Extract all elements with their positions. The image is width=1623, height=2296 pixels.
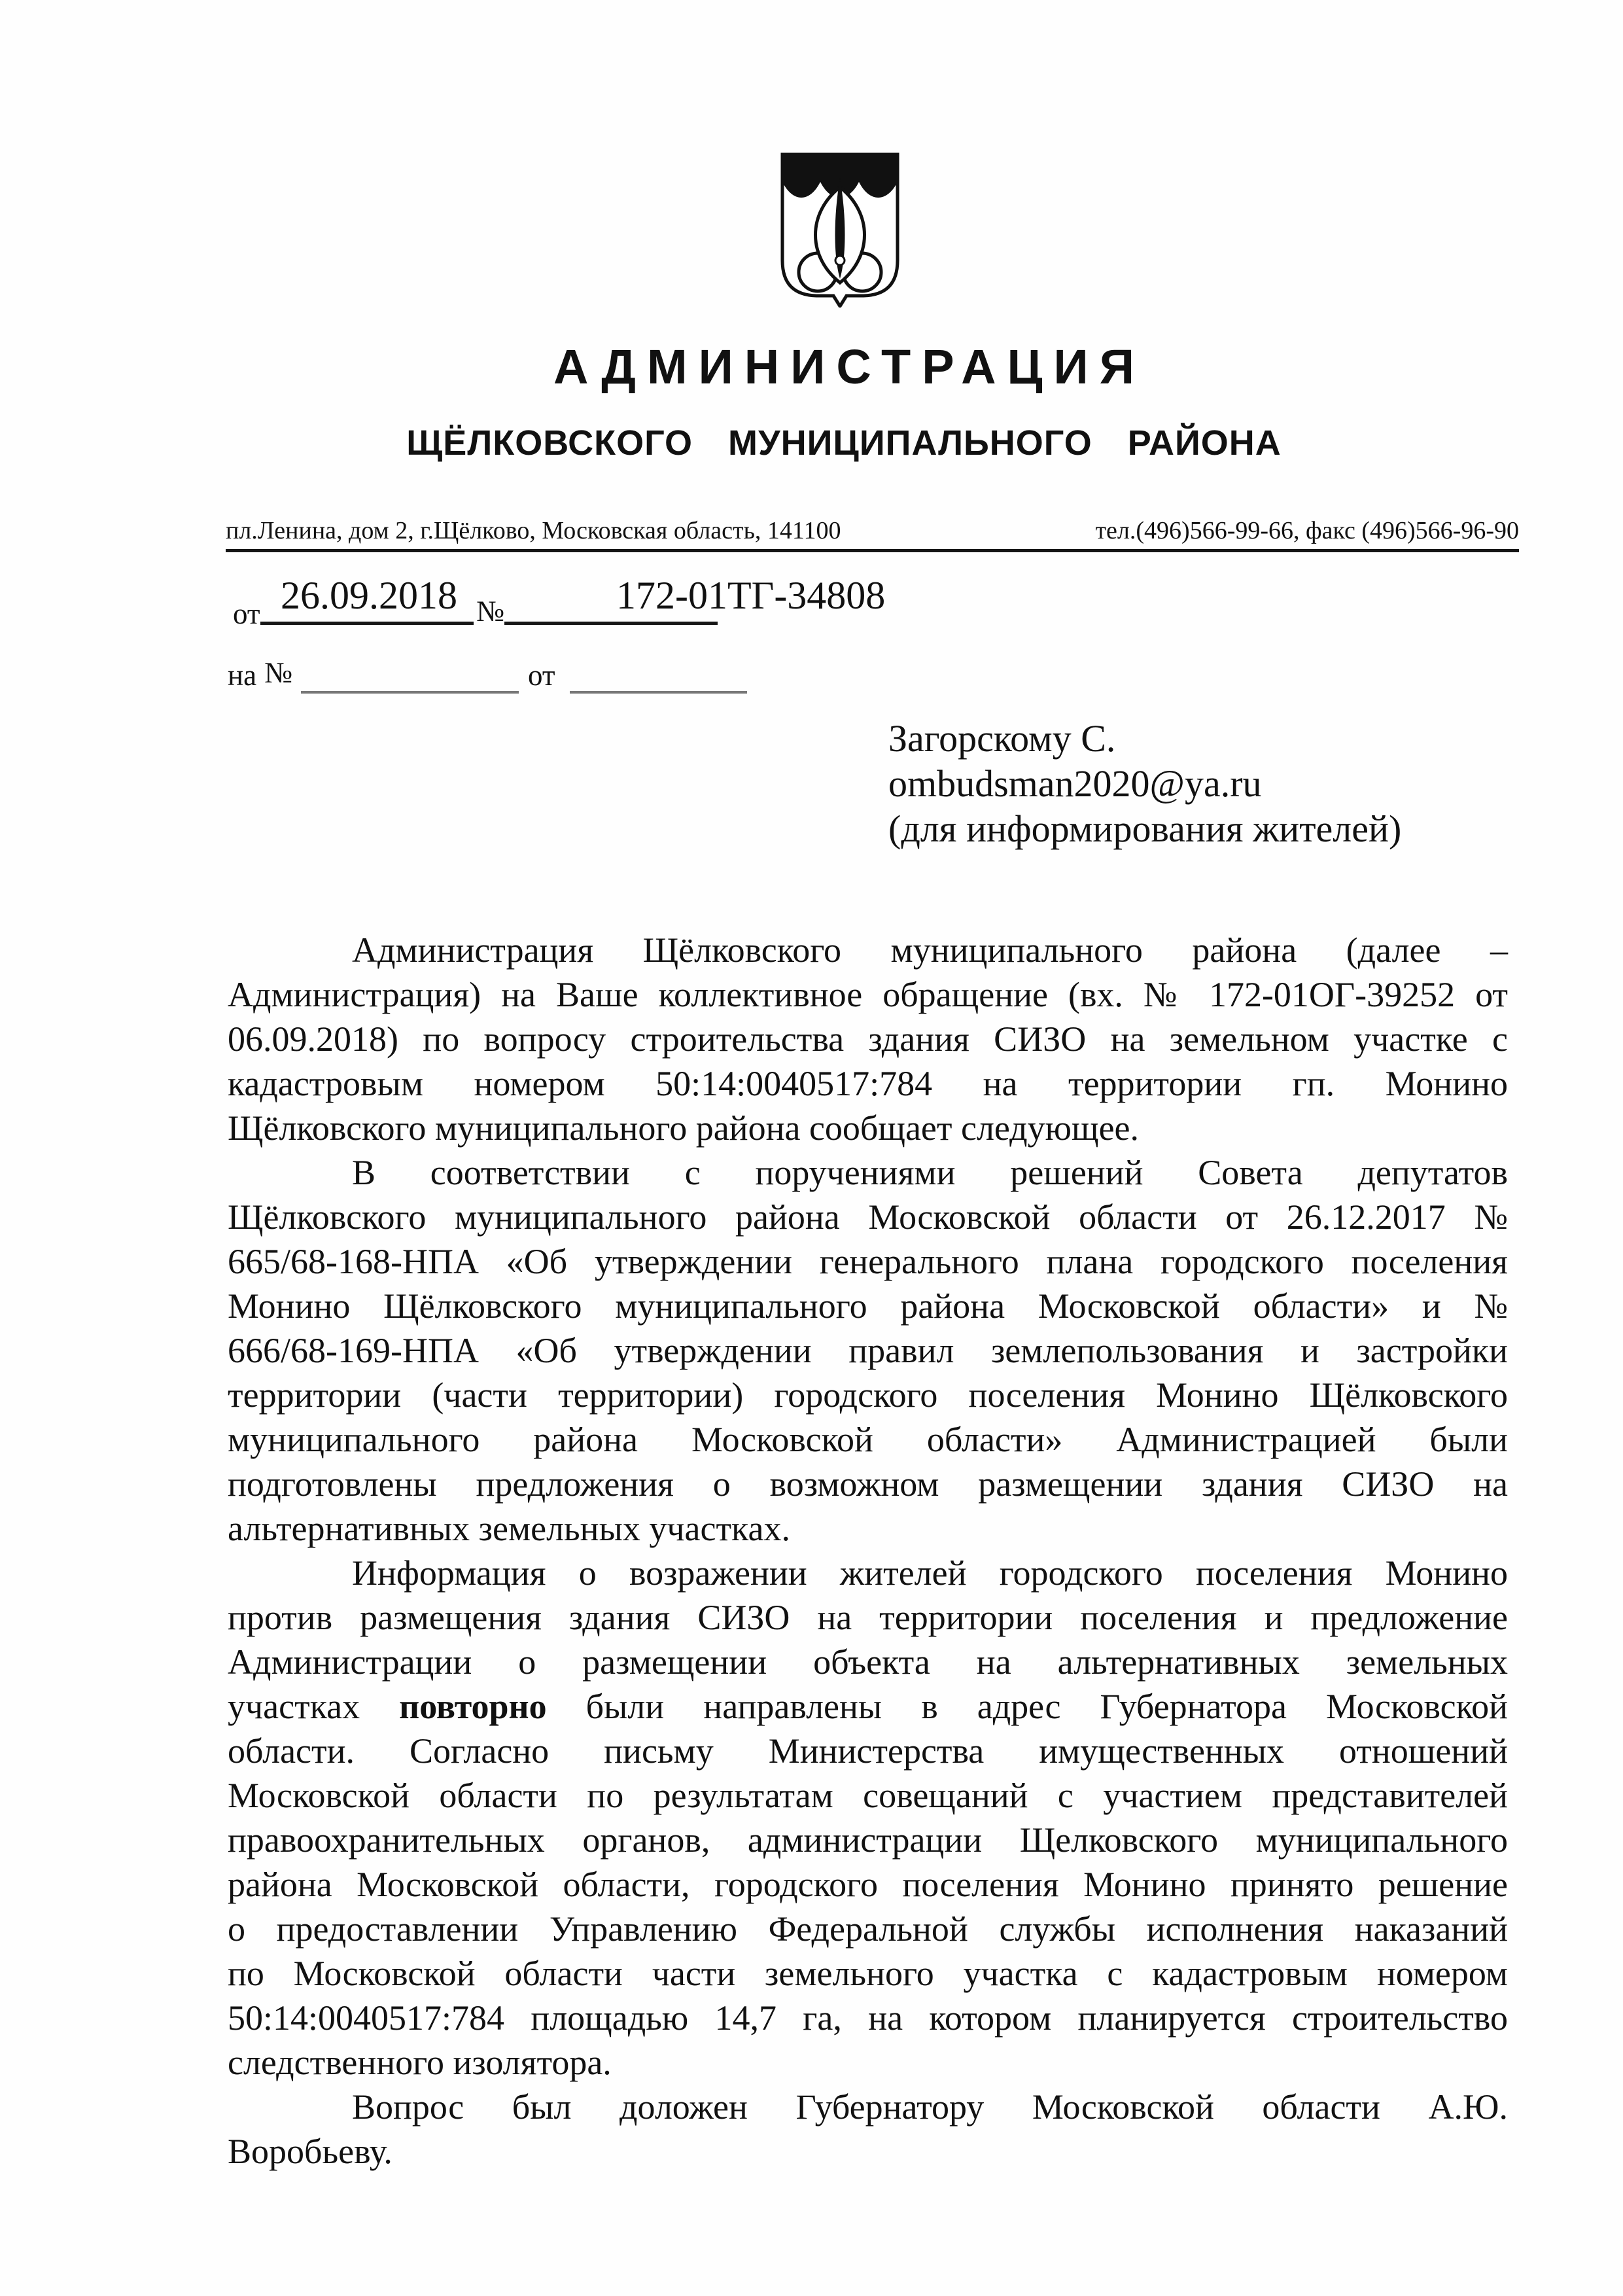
body-line: Монино Щёлковского муниципального района Московской области» и № (228, 1286, 1508, 1326)
body-line: Информация о возражении жителей городского поселения Монино (352, 1553, 1508, 1593)
body-line: альтернативных земельных участках. (228, 1509, 790, 1548)
body-line: о предоставлении Управлению Федеральной службы исполнения наказаний (228, 1909, 1508, 1949)
body-line (228, 1684, 1508, 1729)
recipient-line: Загорскому С. (888, 717, 1116, 760)
body-line: территории (части территории) городского поселения Монино Щёлковского (228, 1375, 1508, 1415)
emphasized-text: повторно (399, 1687, 547, 1726)
body-line: следственного изолятора. (228, 2043, 612, 2082)
body-line: правоохранительных органов, администрации Щелковского муниципального (228, 1820, 1508, 1860)
body-line: Администрация) на Ваше коллективное обращение (вх. № 172-01ОГ-39252 от (228, 975, 1508, 1014)
body-text-segment: участках (228, 1687, 400, 1726)
body-line: В соответствии с поручениями решений Совета депутатов (352, 1153, 1508, 1192)
body-line: области. Согласно письму Министерства имущественных отношений (228, 1731, 1508, 1771)
body-text-segment: были направлены в адрес Губернатора Московской (546, 1687, 1509, 1726)
body-line: по Московской области части земельного участка с кадастровым номером (228, 1954, 1508, 1993)
org-subname: ЩЁЛКОВСКОГО МУНИЦИПАЛЬНОГО РАЙОНА (406, 423, 1282, 463)
reply-date-underline (570, 691, 747, 694)
org-name: АДМИНИСТРАЦИЯ (553, 340, 1145, 394)
recipient-line: ombudsman2020@ya.ru (888, 762, 1262, 805)
body-line: Щёлковского муниципального района сообщает следующее. (228, 1108, 1140, 1148)
letterhead-contact-row (226, 516, 1519, 552)
body-line: Щёлковского муниципального района Московской области от 26.12.2017 № (228, 1197, 1508, 1237)
body-line: Воробьеву. (228, 2132, 393, 2171)
ref-number-value: 172-01ТГ-34808 (616, 574, 886, 617)
ref-number-label: № (476, 595, 504, 627)
body-line: кадастровым номером 50:14:0040517:784 на территории гп. Монино (228, 1064, 1508, 1103)
body-line: муниципального района Московской области» Администрацией были (228, 1420, 1508, 1459)
reply-from-label: от (528, 659, 555, 692)
coat-of-arms-icon (777, 152, 903, 309)
ref-number-underline (504, 622, 718, 625)
recipient-line: (для информирования жителей) (888, 807, 1402, 850)
body-line: 50:14:0040517:784 площадью 14,7 га, на котором планируется строительство (228, 1998, 1508, 2038)
body-line: района Московской области, городского поселения Монино принято решение (228, 1865, 1508, 1904)
reply-number-label: № (264, 656, 292, 689)
recipient-block (888, 716, 1401, 851)
ref-from-label: от (233, 597, 260, 630)
body-line: 666/68-169-НПА «Об утверждении правил землепользования и застройки (228, 1331, 1508, 1370)
letter-body (228, 928, 1508, 2174)
body-line: 06.09.2018) по вопросу строительства здания СИЗО на земельном участке с (228, 1019, 1508, 1059)
reply-number-underline (301, 691, 519, 694)
ref-date-underline (260, 622, 474, 625)
body-line: подготовлены предложения о возможном размещении здания СИЗО на (228, 1464, 1508, 1504)
org-address: пл.Ленина, дом 2, г.Щёлково, Московская область, 141100 (226, 517, 841, 544)
org-phone-fax: тел.(496)566-99-66, факс (496)566-96-90 (1095, 517, 1519, 544)
body-line: против размещения здания СИЗО на территории поселения и предложение (228, 1598, 1508, 1637)
body-line: Администрация Щёлковского муниципального района (далее – (352, 930, 1508, 970)
reply-na-label: на (228, 659, 257, 692)
body-line: Вопрос был доложен Губернатору Московской области А.Ю. (352, 2087, 1508, 2127)
ref-date-value: 26.09.2018 (281, 574, 457, 617)
body-line: 665/68-168-НПА «Об утверждении генерального плана городского поселения (228, 1242, 1508, 1281)
body-line: Московской области по результатам совещаний с участием представителей (228, 1776, 1508, 1815)
body-line: Администрации о размещении объекта на альтернативных земельных (228, 1642, 1508, 1682)
